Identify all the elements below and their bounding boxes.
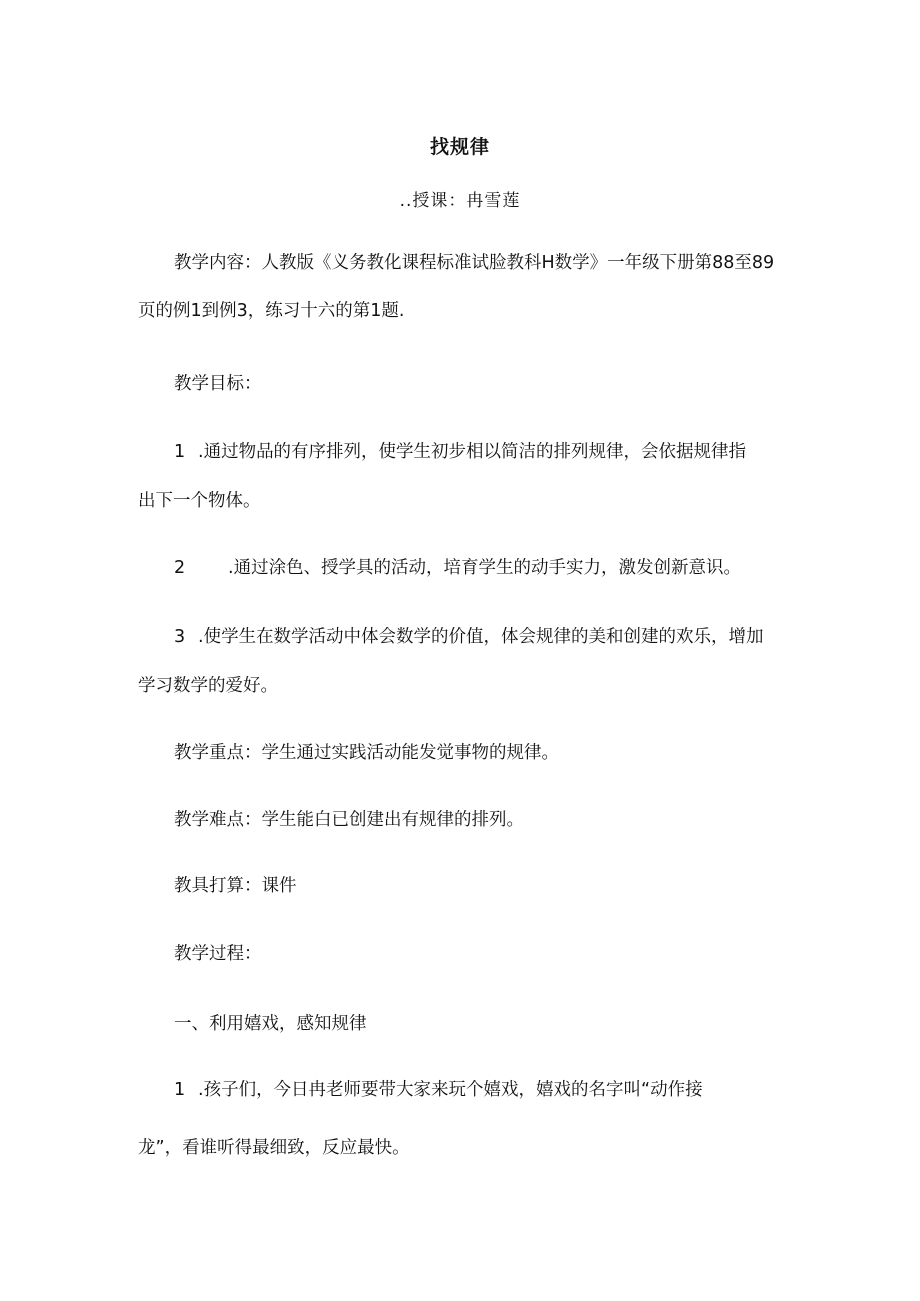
objective-item-2 xyxy=(174,556,741,580)
objective-text-2: .通过涂色、授学具的活动，培育学生的动手实力，激发创新意识。 xyxy=(228,558,742,578)
objective-item-1-continued: 出下一个物体。 xyxy=(138,491,261,511)
process-section-1: 一、利用嬉戏，感知规律 xyxy=(174,1014,367,1034)
difficulty: 教学难点：学生能白已创建出有规律的排列。 xyxy=(174,810,524,830)
process-step-1 xyxy=(174,1078,703,1102)
objective-number-2: 2 xyxy=(174,558,186,578)
process-step-1-continued: 龙”，看谁听得最细致，反应最快。 xyxy=(138,1138,410,1158)
content-line-1: 教学内容：人教版《义务教化课程标准试脸教科H数学》一年级下册第88至89 xyxy=(174,253,775,273)
teaching-tools: 教具打算：课件 xyxy=(174,876,297,896)
key-point: 教学重点：学生通过实践活动能发觉事物的规律。 xyxy=(174,743,559,763)
objective-number-1: 1 xyxy=(174,442,186,462)
process-heading: 教学过程： xyxy=(174,944,262,964)
author-line: ..授课：冉雪莲 xyxy=(399,191,521,211)
objective-item-3 xyxy=(174,625,764,649)
objectives-heading: 教学目标： xyxy=(174,374,262,394)
objective-text-3: .使学生在数学活动中体会数学的价值，体会规律的美和创建的欢乐，增加 xyxy=(198,627,764,647)
content-line-2: 页的例1到例3，练习十六的第1题. xyxy=(138,301,405,321)
objective-item-3-continued: 学习数学的爱好。 xyxy=(138,676,278,696)
document-title: 找规律 xyxy=(429,136,490,158)
objective-number-3: 3 xyxy=(174,627,186,647)
process-step-number-1: 1 xyxy=(174,1080,186,1100)
process-step-text-1: .孩子们，今日冉老师要带大家来玩个嬉戏，嬉戏的名字叫“动作接 xyxy=(198,1080,703,1100)
objective-text-1: .通过物品的有序排列，使学生初步相以简洁的排列规律，会依据规律指 xyxy=(198,442,747,462)
objective-item-1 xyxy=(174,440,746,464)
